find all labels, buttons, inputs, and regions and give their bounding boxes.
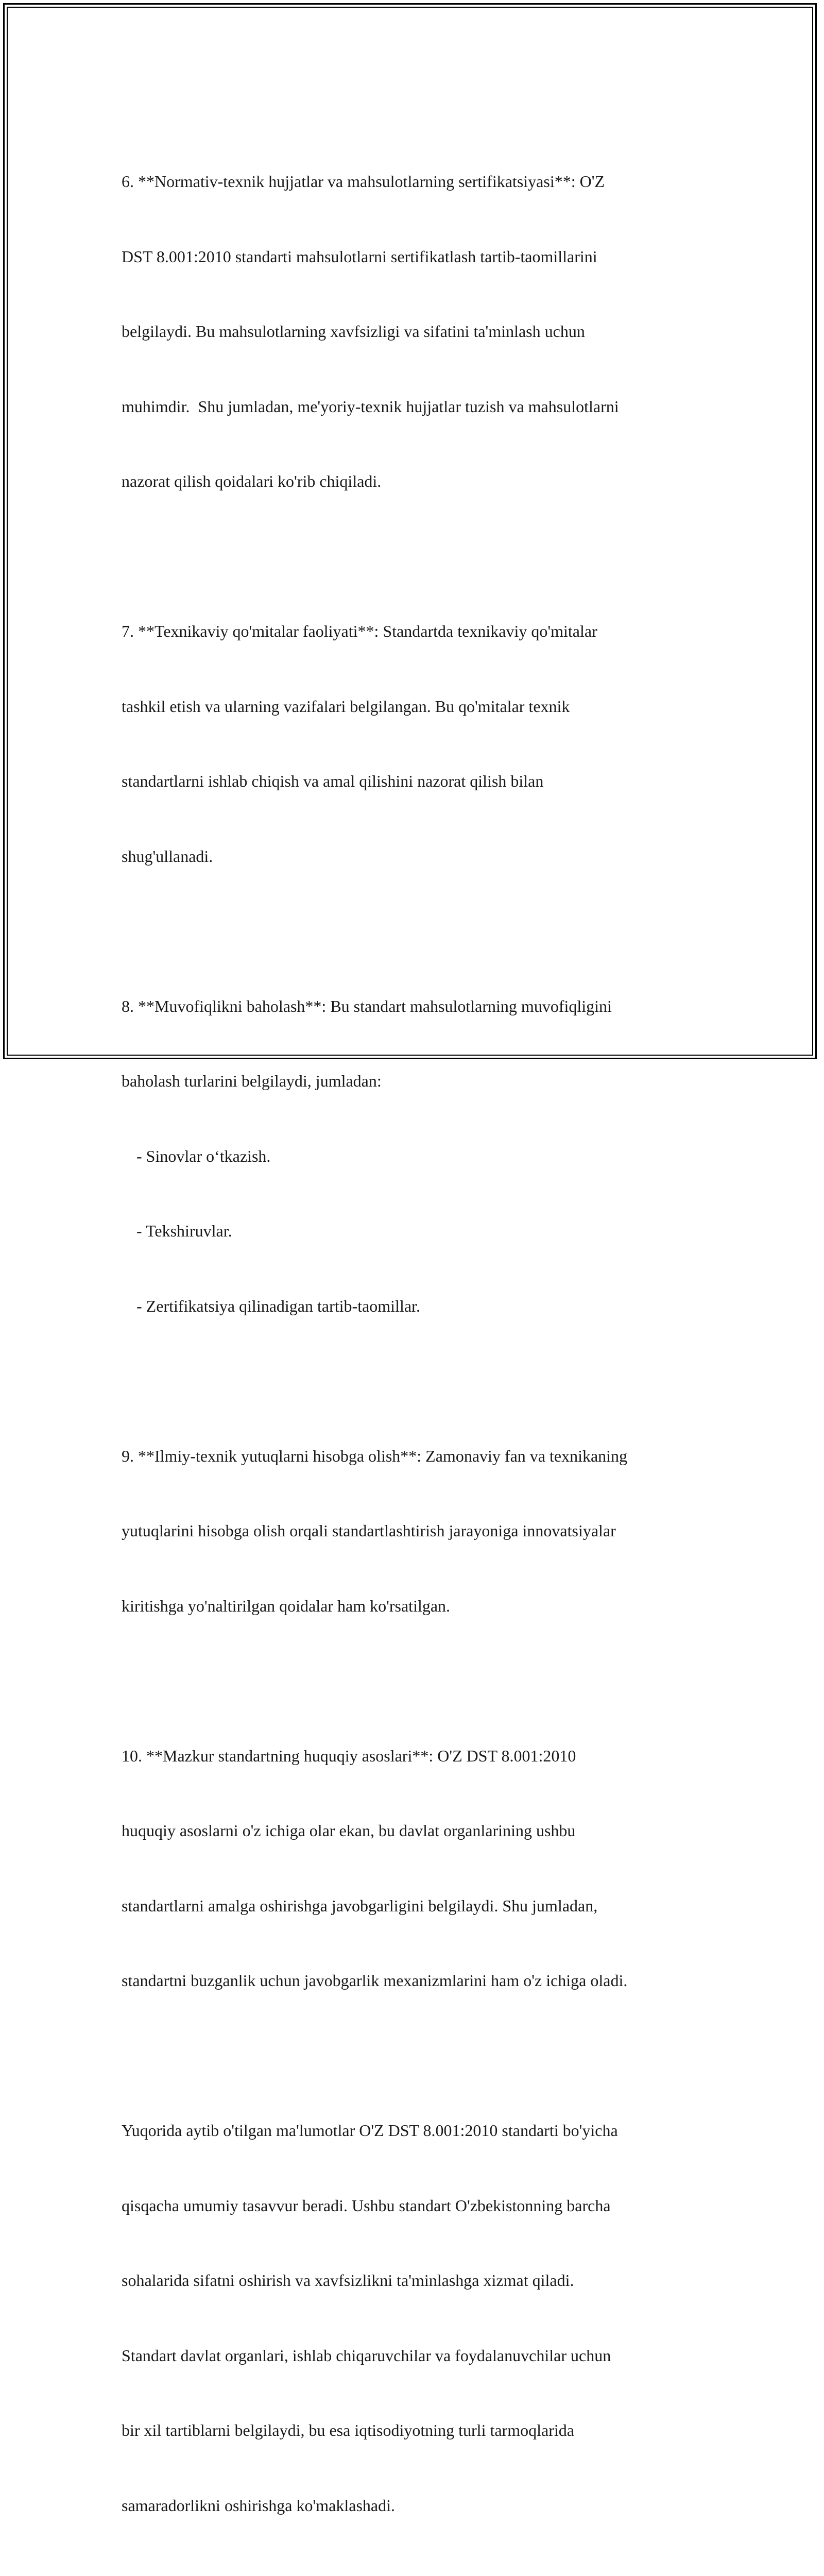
text-line: samaradorlikni oshirishga ko'maklashadi.	[122, 2496, 395, 2515]
text-line: bir xil tartiblarni belgilaydi, bu esa iqtisodiyotning turli tarmoqlarida	[122, 2421, 574, 2439]
text-line: 8. **Muvofiqlikni baholash**: Bu standart mahsulotlarning muvofiqligini	[122, 996, 612, 1015]
bullet-item: - Sinovlar o‘tkazish.	[136, 1146, 271, 1165]
document-body	[122, 119, 714, 2576]
text-line: belgilaydi. Bu mahsulotlarning xavfsizligi va sifatini ta'minlash uchun	[122, 322, 585, 341]
text-line: DST 8.001:2010 standarti mahsulotlarni sertifikatlash tartib-taomillarini	[122, 247, 597, 266]
text-line: 9. **Ilmiy-texnik yutuqlarni hisobga olish**: Zamonaviy fan va texnikaning	[122, 1446, 628, 1465]
text-line: muhimdir. Shu jumladan, me'yoriy-texnik hujjatlar tuzish va mahsulotlarni	[122, 397, 619, 416]
text-line: Yuqorida aytib o'tilgan ma'lumotlar O'Z DST 8.001:2010 standarti bo'yicha	[122, 2121, 618, 2140]
text-line: qisqacha umumiy tasavvur beradi. Ushbu standart O'zbekistonning barcha	[122, 2196, 611, 2215]
paragraph-conformity-assessment	[122, 944, 714, 1369]
bullet-item: - Tekshiruvlar.	[136, 1222, 232, 1240]
text-line: 7. **Texnikaviy qo'mitalar faoliyati**: Standartda texnikaviy qo'mitalar	[122, 622, 597, 640]
paragraph-conclusion	[122, 2068, 714, 2568]
paragraph-certification	[122, 119, 714, 544]
text-line: yutuqlarini hisobga olish orqali standartlashtirish jarayoniga innovatsiyalar	[122, 1521, 616, 1540]
bullet-item: - Zertifikatsiya qilinadigan tartib-taomillar.	[136, 1296, 420, 1315]
text-line: baholash turlarini belgilaydi, jumladan:	[122, 1072, 382, 1090]
text-line: standartlarni ishlab chiqish va amal qilishini nazorat qilish bilan	[122, 772, 544, 790]
text-line: standartni buzganlik uchun javobgarlik mexanizmlarini ham o'z ichiga oladi.	[122, 1971, 628, 1990]
paragraph-legal-basis	[122, 1693, 714, 2043]
text-line: tashkil etish va ularning vazifalari belgilangan. Bu qo'mitalar texnik	[122, 697, 570, 716]
text-line: 6. **Normativ-texnik hujjatlar va mahsulotlarning sertifikatsiyasi**: O'Z	[122, 172, 605, 191]
text-line: 10. **Mazkur standartning huquqiy asoslari**: O'Z DST 8.001:2010	[122, 1746, 576, 1765]
text-line: Standart davlat organlari, ishlab chiqaruvchilar va foydalanuvchilar uchun	[122, 2346, 611, 2365]
text-line: standartlarni amalga oshirishga javobgarligini belgilaydi. Shu jumladan,	[122, 1896, 598, 1915]
text-line: huquqiy asoslarni o'z ichiga olar ekan, bu davlat organlarining ushbu	[122, 1821, 576, 1840]
text-line: sohalarida sifatni oshirish va xavfsizlikni ta'minlashga xizmat qiladi.	[122, 2271, 574, 2290]
text-line: kiritishga yo'naltirilgan qoidalar ham ko'rsatilgan.	[122, 1596, 451, 1615]
paragraph-technical-committees	[122, 569, 714, 919]
text-line: nazorat qilish qoidalari ko'rib chiqiladi.	[122, 472, 382, 490]
paragraph-scientific-achievements	[122, 1394, 714, 1669]
text-line: shug'ullanadi.	[122, 846, 213, 866]
